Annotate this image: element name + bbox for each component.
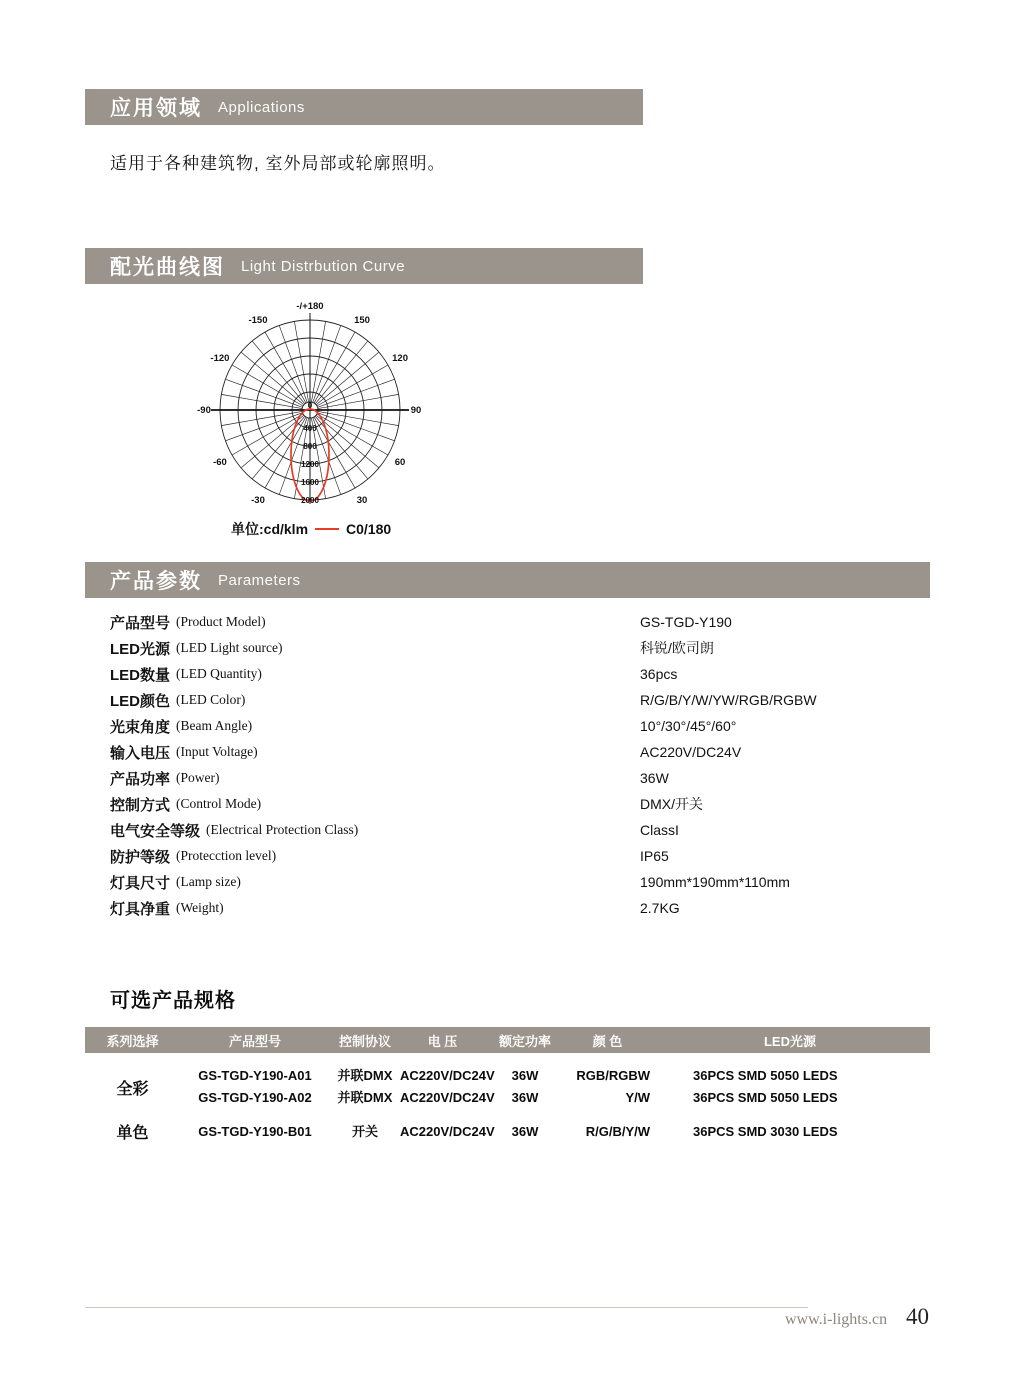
footer-website: www.i-lights.cn bbox=[785, 1311, 888, 1328]
angle-label: -90 bbox=[197, 405, 211, 416]
parameter-row bbox=[110, 739, 932, 765]
spec-table-cell: 36W bbox=[511, 1090, 539, 1105]
spec-table-cell: 36PCS SMD 3030 LEDS bbox=[693, 1123, 838, 1139]
angle-label: 120 bbox=[392, 353, 408, 364]
radial-tick-label: 1200 bbox=[301, 460, 319, 469]
polar-spoke bbox=[316, 415, 379, 468]
radial-tick-label: 1600 bbox=[301, 478, 319, 487]
section-title-en: Applications bbox=[218, 98, 305, 116]
angle-label: 90 bbox=[410, 405, 422, 416]
spec-series-label: 单色 bbox=[116, 1125, 149, 1142]
spec-table-cell: GS-TGD-Y190-A01 bbox=[198, 1068, 312, 1083]
spec-column-header: 颜 色 bbox=[592, 1033, 623, 1049]
parameter-label-en: (LED Quantity) bbox=[176, 666, 262, 681]
angle-label: -60 bbox=[213, 457, 227, 468]
spec-column-header: 电 压 bbox=[427, 1033, 458, 1049]
spec-series-label: 全彩 bbox=[116, 1080, 149, 1098]
polar-spoke bbox=[318, 411, 399, 425]
spec-table-group bbox=[85, 1120, 930, 1143]
light-distribution-polar-chart bbox=[175, 298, 445, 512]
spec-column-header: 控制协议 bbox=[338, 1033, 391, 1049]
spec-table-cell: 36PCS SMD 5050 LEDS bbox=[693, 1068, 838, 1083]
parameter-row bbox=[110, 869, 932, 895]
radial-tick-label: 0 bbox=[307, 401, 313, 410]
parameter-label-zh: 产品功率 bbox=[110, 770, 171, 788]
parameter-value: 190mm*190mm*110mm bbox=[640, 874, 790, 890]
angle-label: 150 bbox=[354, 314, 370, 326]
parameter-label-en: (LED Light source) bbox=[176, 640, 283, 655]
legend-series-label: C0/180 bbox=[346, 521, 392, 537]
parameter-row bbox=[110, 791, 932, 817]
polar-spoke bbox=[221, 411, 302, 425]
parameter-label-en: (LED Color) bbox=[176, 692, 246, 707]
footer-page-number: 40 bbox=[906, 1304, 929, 1329]
parameter-value: R/G/B/Y/W/YW/RGB/RGBW bbox=[640, 692, 817, 708]
parameter-label-zh: 灯具尺寸 bbox=[110, 874, 171, 892]
parameter-row bbox=[110, 817, 932, 843]
parameter-label-zh: 控制方式 bbox=[110, 796, 171, 814]
polar-spoke bbox=[241, 352, 304, 405]
parameter-value: AC220V/DC24V bbox=[640, 744, 742, 760]
angle-label: -30 bbox=[251, 495, 265, 507]
parameter-label-en: (Protecction level) bbox=[176, 848, 277, 863]
parameter-row bbox=[110, 843, 932, 869]
section-header-parameters bbox=[85, 562, 930, 598]
parameter-label-zh: 灯具净重 bbox=[110, 900, 171, 918]
parameter-label-zh: LED光源 bbox=[110, 640, 171, 658]
parameter-row bbox=[110, 609, 932, 635]
polar-spoke bbox=[315, 341, 368, 404]
parameter-label-zh: 防护等级 bbox=[110, 848, 171, 866]
parameter-label-en: (Power) bbox=[176, 770, 220, 785]
light-distribution-chart-area bbox=[175, 298, 455, 539]
parameter-row bbox=[110, 895, 932, 921]
polar-spoke bbox=[315, 416, 368, 479]
spec-table-cell: 并联DMX bbox=[337, 1090, 393, 1105]
radial-tick-label: 2000 bbox=[301, 496, 319, 505]
parameter-value: 2.7KG bbox=[640, 900, 680, 916]
angle-label: 30 bbox=[356, 495, 368, 507]
polar-spoke bbox=[311, 321, 325, 402]
parameter-label-zh: 产品型号 bbox=[110, 614, 171, 632]
parameter-row bbox=[110, 765, 932, 791]
spec-column-header: 系列选择 bbox=[106, 1033, 159, 1049]
angle-label: -/+180 bbox=[296, 301, 324, 312]
parameter-label-en: (Input Voltage) bbox=[176, 744, 258, 759]
spec-table-body bbox=[85, 1067, 930, 1143]
parameter-row bbox=[110, 661, 932, 687]
section-title-en: Light Distrbution Curve bbox=[241, 257, 406, 275]
spec-table-cell: RGB/RGBW bbox=[576, 1068, 650, 1083]
parameter-row bbox=[110, 635, 932, 661]
parameter-value: 36W bbox=[640, 770, 669, 786]
section-title-en: Parameters bbox=[218, 571, 301, 589]
angle-label: -150 bbox=[248, 314, 268, 326]
angle-label: 60 bbox=[394, 457, 406, 468]
parameter-label-en: (Weight) bbox=[176, 900, 224, 915]
spec-table bbox=[85, 1027, 930, 1156]
parameter-row bbox=[110, 687, 932, 713]
polar-spoke bbox=[221, 394, 302, 408]
parameter-value: GS-TGD-Y190 bbox=[640, 614, 732, 630]
spec-table-cell: Y/W bbox=[625, 1090, 650, 1105]
spec-table-cell: 36W bbox=[511, 1068, 539, 1083]
spec-table-cell: 36PCS SMD 5050 LEDS bbox=[693, 1090, 838, 1105]
parameter-value: ClassI bbox=[640, 822, 679, 838]
parameter-label-en: (Control Mode) bbox=[176, 796, 262, 811]
polar-spoke bbox=[316, 352, 379, 405]
parameter-value: 10°/30°/45°/60° bbox=[640, 718, 737, 734]
parameter-label-zh: 输入电压 bbox=[110, 744, 171, 762]
parameter-label-en: (Product Model) bbox=[176, 614, 266, 629]
parameter-value: IP65 bbox=[640, 848, 669, 864]
spec-table-cell: 开关 bbox=[351, 1123, 378, 1139]
polar-spoke bbox=[318, 394, 399, 408]
parameter-label-en: (Beam Angle) bbox=[176, 718, 253, 733]
radial-tick-label: 400 bbox=[303, 424, 317, 433]
parameter-label-zh: 电气安全等级 bbox=[110, 822, 201, 840]
chart-unit-label: 单位:cd/klm bbox=[231, 521, 309, 537]
angle-label: -120 bbox=[210, 353, 230, 364]
parameters-list bbox=[110, 609, 932, 921]
radial-tick-label: 800 bbox=[303, 442, 317, 451]
parameter-label-en: (Lamp size) bbox=[176, 874, 241, 889]
spec-table-group bbox=[85, 1067, 930, 1107]
applications-description: 适用于各种建筑物, 室外局部或轮廓照明。 bbox=[110, 154, 446, 173]
section-title-zh: 配光曲线图 bbox=[110, 256, 225, 279]
spec-column-header: 产品型号 bbox=[228, 1033, 281, 1049]
footer-divider bbox=[85, 1307, 808, 1308]
section-title-zh: 产品参数 bbox=[110, 570, 202, 593]
parameter-label-zh: LED数量 bbox=[110, 666, 171, 684]
parameter-value: DMX/开关 bbox=[640, 796, 703, 812]
parameter-value: 科锐/欧司朗 bbox=[640, 640, 714, 656]
parameter-label-en: (Electrical Protection Class) bbox=[206, 822, 359, 837]
spec-table-cell: AC220V/DC24V bbox=[400, 1123, 495, 1139]
polar-spoke bbox=[252, 416, 305, 479]
section-header-applications bbox=[85, 89, 643, 125]
spec-table-cell: 并联DMX bbox=[337, 1068, 393, 1083]
parameter-value: 36pcs bbox=[640, 666, 678, 682]
spec-table-cell: R/G/B/Y/W bbox=[585, 1123, 650, 1139]
spec-table-cell: GS-TGD-Y190-B01 bbox=[198, 1123, 312, 1139]
spec-table-title: 可选产品规格 bbox=[110, 990, 236, 1012]
parameter-label-zh: LED颜色 bbox=[110, 692, 171, 710]
polar-spoke bbox=[241, 415, 304, 468]
chart-legend bbox=[231, 519, 455, 539]
parameter-row bbox=[110, 713, 932, 739]
polar-spoke bbox=[252, 341, 305, 404]
spec-table-cell: 36W bbox=[511, 1123, 539, 1139]
spec-column-header: LED光源 bbox=[763, 1033, 816, 1049]
spec-table-cell: GS-TGD-Y190-A02 bbox=[198, 1090, 312, 1105]
section-header-light-distribution-curve bbox=[85, 248, 643, 284]
polar-spoke bbox=[294, 321, 308, 402]
spec-table-cell: AC220V/DC24V bbox=[400, 1090, 495, 1105]
spec-table-cell: AC220V/DC24V bbox=[400, 1068, 495, 1083]
parameter-label-zh: 光束角度 bbox=[110, 718, 171, 736]
legend-red-line-icon bbox=[315, 528, 339, 530]
spec-column-header: 额定功率 bbox=[498, 1033, 551, 1049]
section-title-zh: 应用领域 bbox=[110, 97, 202, 120]
spec-table-header-row bbox=[85, 1027, 930, 1053]
